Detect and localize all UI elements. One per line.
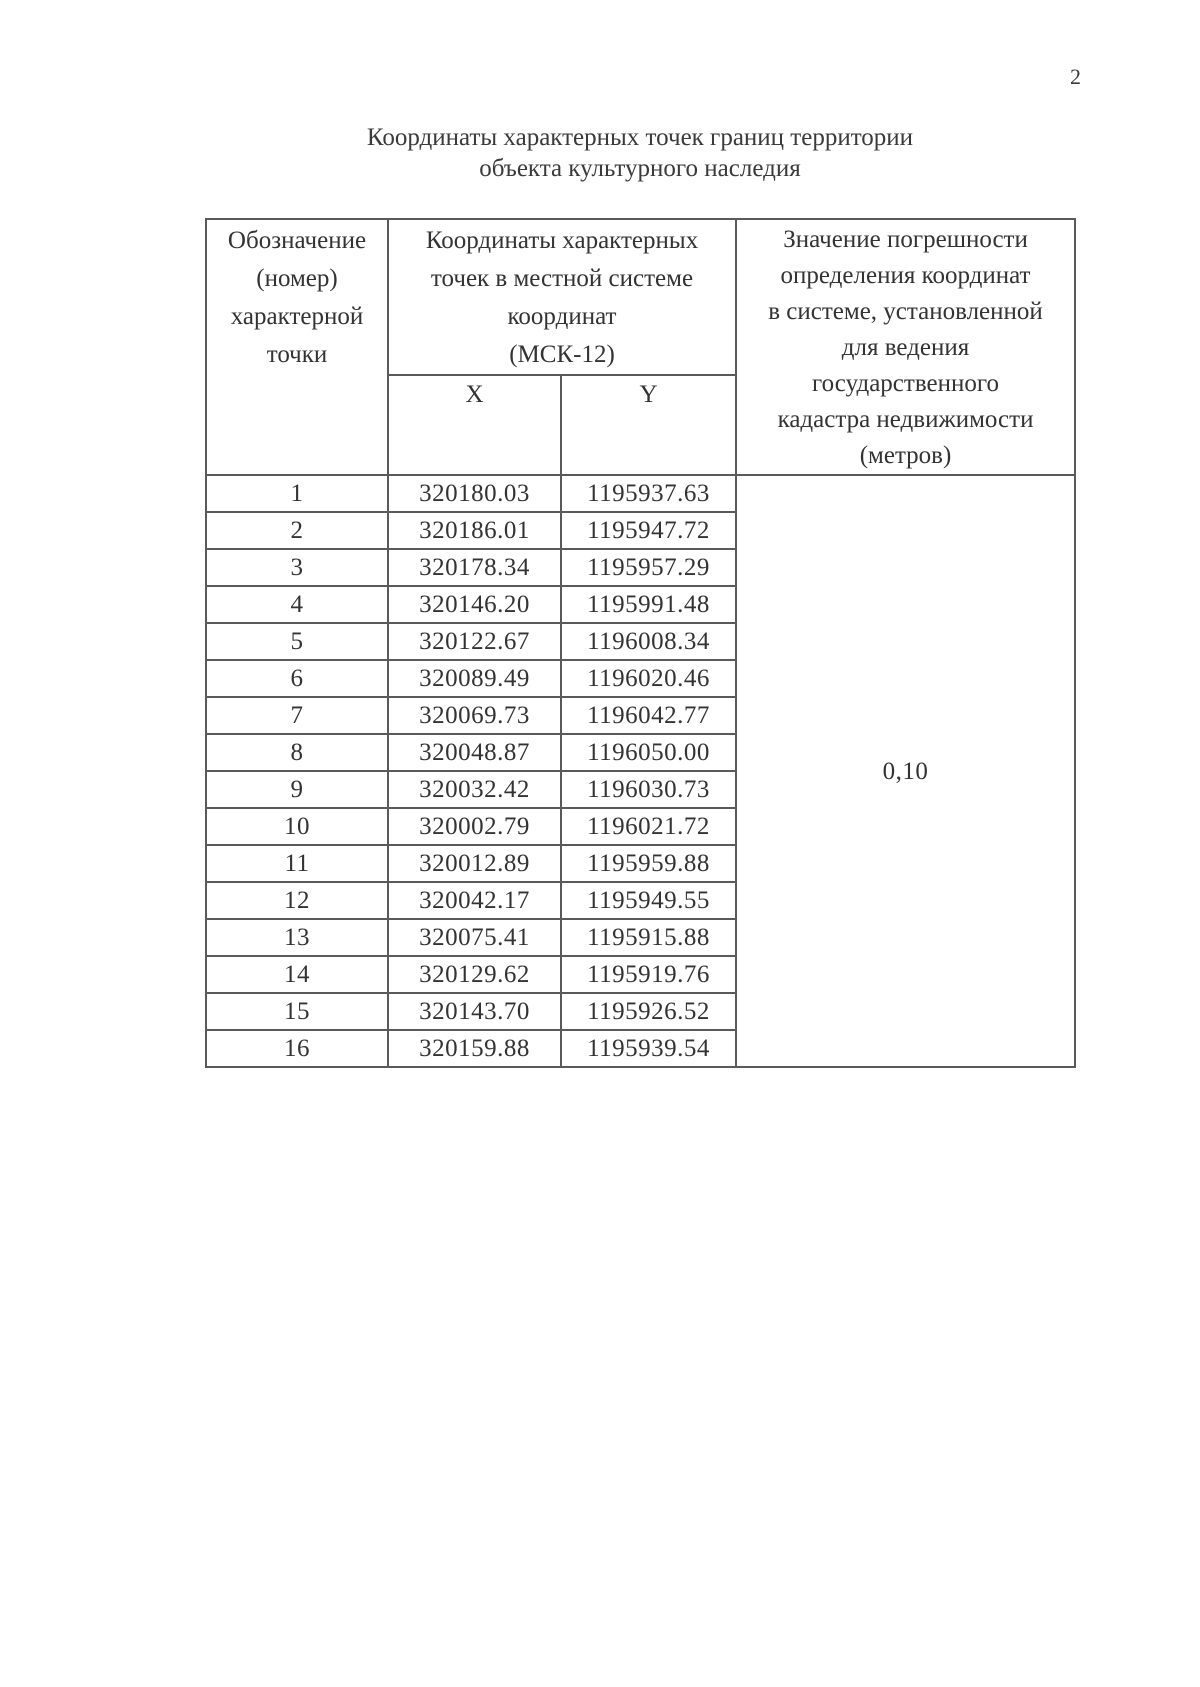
header-point-line: точки: [266, 341, 328, 368]
header-coords-line: Координаты характерных: [425, 227, 699, 254]
y-coordinate-cell: 1195957.29: [561, 549, 736, 586]
x-coordinate-cell: 320186.01: [388, 512, 561, 549]
point-number-cell: 14: [206, 956, 388, 993]
error-value-cell: 0,10: [736, 475, 1075, 1067]
y-coordinate-cell: 1196050.00: [561, 734, 736, 771]
x-coordinate-cell: 320146.20: [388, 586, 561, 623]
header-coords-line: (МСК-12): [509, 341, 615, 368]
y-coordinate-cell: 1196042.77: [561, 697, 736, 734]
y-coordinate-cell: 1195991.48: [561, 586, 736, 623]
point-number-cell: 15: [206, 993, 388, 1030]
y-coordinate-cell: 1195959.88: [561, 845, 736, 882]
point-number-cell: 12: [206, 882, 388, 919]
table-body: [206, 475, 1075, 1067]
x-coordinate-cell: 320012.89: [388, 845, 561, 882]
point-number-cell: 7: [206, 697, 388, 734]
x-coordinate-cell: 320143.70: [388, 993, 561, 1030]
x-coordinate-cell: 320159.88: [388, 1030, 561, 1067]
title-line-1: Координаты характерных точек границ территории: [366, 124, 914, 151]
document-title: [205, 122, 1075, 184]
x-coordinate-cell: 320042.17: [388, 882, 561, 919]
x-coordinate-cell: 320048.87: [388, 734, 561, 771]
y-coordinate-cell: 1195949.55: [561, 882, 736, 919]
header-point-line: (номер): [256, 265, 338, 292]
header-y: Y: [561, 375, 736, 475]
header-coords-line: точек в местной системе: [430, 265, 694, 292]
x-coordinate-cell: 320075.41: [388, 919, 561, 956]
coordinates-table: [205, 218, 1076, 1068]
point-number-cell: 1: [206, 475, 388, 512]
x-coordinate-cell: 320129.62: [388, 956, 561, 993]
point-number-cell: 4: [206, 586, 388, 623]
header-error-line: государственного: [812, 370, 999, 397]
point-number-cell: 10: [206, 808, 388, 845]
y-coordinate-cell: 1195919.76: [561, 956, 736, 993]
header-coordinates: [388, 219, 736, 375]
header-x: X: [388, 375, 561, 475]
header-error-line: в системе, установленной: [768, 298, 1043, 325]
header-error-line: Значение погрешности: [783, 226, 1028, 253]
point-number-cell: 2: [206, 512, 388, 549]
y-coordinate-cell: 1195915.88: [561, 919, 736, 956]
x-coordinate-cell: 320089.49: [388, 660, 561, 697]
y-coordinate-cell: 1195937.63: [561, 475, 736, 512]
header-error-line: (метров): [859, 442, 952, 469]
point-number-cell: 3: [206, 549, 388, 586]
y-coordinate-cell: 1196021.72: [561, 808, 736, 845]
x-coordinate-cell: 320069.73: [388, 697, 561, 734]
point-number-cell: 16: [206, 1030, 388, 1067]
header-coords-line: координат: [507, 303, 617, 330]
point-number-cell: 8: [206, 734, 388, 771]
y-coordinate-cell: 1196020.46: [561, 660, 736, 697]
header-error-line: для ведения: [841, 334, 970, 361]
y-coordinate-cell: 1195939.54: [561, 1030, 736, 1067]
y-coordinate-cell: 1196008.34: [561, 623, 736, 660]
header-point-line: Обозначение: [227, 227, 367, 254]
header-error-value: [736, 219, 1075, 475]
y-coordinate-cell: 1196030.73: [561, 771, 736, 808]
table-row: [206, 475, 1075, 512]
y-coordinate-cell: 1195947.72: [561, 512, 736, 549]
page-number: 2: [1070, 64, 1081, 89]
point-number-cell: 6: [206, 660, 388, 697]
point-number-cell: 5: [206, 623, 388, 660]
y-coordinate-cell: 1195926.52: [561, 993, 736, 1030]
header-error-line: определения координат: [780, 262, 1031, 289]
point-number-cell: 9: [206, 771, 388, 808]
header-point-line: характерной: [230, 303, 364, 330]
x-coordinate-cell: 320180.03: [388, 475, 561, 512]
header-point-designation: [206, 219, 388, 475]
x-coordinate-cell: 320032.42: [388, 771, 561, 808]
x-coordinate-cell: 320122.67: [388, 623, 561, 660]
title-line-2: объекта культурного наследия: [479, 155, 801, 182]
header-error-line: кадастра недвижимости: [777, 406, 1034, 433]
point-number-cell: 11: [206, 845, 388, 882]
x-coordinate-cell: 320002.79: [388, 808, 561, 845]
point-number-cell: 13: [206, 919, 388, 956]
x-coordinate-cell: 320178.34: [388, 549, 561, 586]
